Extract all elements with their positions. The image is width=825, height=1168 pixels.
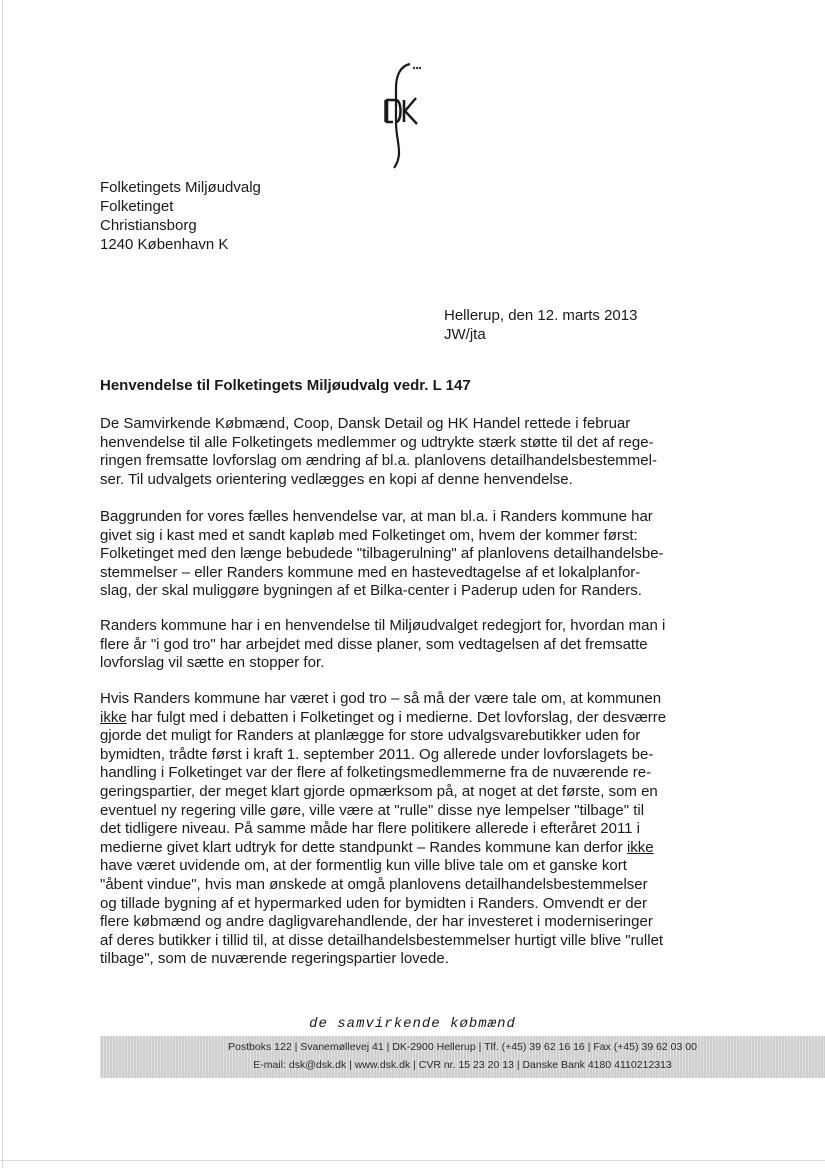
text-line: ser. Til udvalgets orientering vedlægges en kopi af denne henvendelse.	[100, 470, 573, 488]
recipient-line: Folketingets Miljøudvalg	[100, 179, 261, 196]
text-line: henvendelse til alle Folketingets medlemmer og udtrykte stærk støtte til det af rege-	[100, 433, 654, 451]
dsk-logo	[380, 60, 428, 172]
text-line: geringspartier, der meget klart gjorde opmærksom på, at noget at det første, som en	[100, 782, 658, 800]
text-line: flere år "i god tro" har arbejdet med disse planer, som vedtagelsen af det fremsatte	[100, 635, 648, 653]
paragraph-4	[100, 690, 705, 969]
footer-address-line: Postboks 122 | Svanemøllevej 41 | DK-2900 Hellerup | Tlf. (+45) 39 62 16 16 | Fax (+45) 39 62 03 00	[228, 1041, 697, 1053]
date-block	[444, 306, 637, 344]
text-line: tilbage", som de nuværende regeringspartier lovede.	[100, 950, 449, 968]
text-line: Hvis Randers kommune har været i god tro – så må der være tale om, at kommunen	[100, 690, 662, 707]
text-fragment: medierne givet klart udtryk for dette standpunkt – Randes kommune kan derfor	[100, 838, 627, 856]
text-line: "åbent vindue", hvis man ønskede at omgå planlovens detailhandelsbestemmelser	[100, 875, 648, 893]
recipient-line: Christiansborg	[100, 217, 197, 234]
scan-edge-bottom	[0, 1160, 825, 1161]
paragraph-3	[100, 617, 705, 673]
text-line	[100, 839, 705, 858]
text-line: af deres butikker i tillid til, at disse detailhandelsbestemmelser hurtigt ville blive "rullet	[100, 931, 664, 949]
text-line: flere købmænd og andre dagligvarehandlende, der har investeret i moderniseringer	[100, 913, 653, 931]
text-line: Randers kommune har i en henvendelse til Miljøudvalget redegjort for, hvordan man i	[100, 617, 666, 634]
recipient-address	[100, 178, 261, 254]
paragraph-2	[100, 508, 705, 601]
footer-contact-band	[100, 1036, 825, 1078]
text-line: Baggrunden for vores fælles henvendelse var, at man bl.a. i Randers kommune har	[100, 508, 653, 525]
paragraph-1	[100, 415, 705, 489]
text-line: De Samvirkende Købmænd, Coop, Dansk Detail og HK Handel rettede i februar	[100, 415, 631, 432]
footer-contact-line: E-mail: dsk@dsk.dk | www.dsk.dk | CVR nr. 15 23 20 13 | Danske Bank 4180 4110212313	[253, 1059, 672, 1071]
recipient-line: Folketinget	[100, 198, 174, 215]
text-line: bymidten, trådte først i kraft 1. september 2011. Og allerede under lovforslagets be-	[100, 745, 654, 763]
footer-org-name: de samvirkende købmænd	[309, 1016, 516, 1032]
text-line: gjorde det muligt for Randers at planlægge for store udvalgsvarebutikker uden for	[100, 727, 641, 745]
subject-line: Henvendelse til Folketingets Miljøudvalg vedr. L 147	[100, 377, 471, 394]
text-line: eventuel ny regering ville gøre, ville være at "rulle" disse nye lempelser "tilbage" til	[100, 801, 645, 819]
text-line: givet sig i kast med et sandt kapløb med Folketinget om, hvem der kommer først:	[100, 526, 638, 544]
text-line: Folketinget med den længe bebudede "tilbagerulning" af planlovens detailhandelsbe-	[100, 545, 664, 563]
underlined-word: ikke	[100, 708, 127, 726]
text-line	[100, 709, 705, 728]
text-line: handling i Folketinget var der flere af folketingsmedlemmerne fra de nuværende re-	[100, 764, 652, 782]
place-date: Hellerup, den 12. marts 2013	[444, 307, 638, 324]
text-line: have været uvidende om, at der formentlig kun ville blive tale om et ganske kort	[100, 857, 627, 875]
text-line: stemmelser – eller Randers kommune med en hastevedtagelse af et lokalplanfor-	[100, 563, 641, 581]
text-fragment: har fulgt med i debatten i Folketinget og i medierne. Det lovforslag, der desværre	[126, 708, 667, 726]
scan-edge-left	[2, 0, 3, 1168]
text-line: slag, der skal muliggøre bygningen af et Bilka-center i Paderup uden for Randers.	[100, 582, 642, 600]
text-line: det tidligere niveau. På samme måde har flere politikere allerede i efteråret 2011 i	[100, 820, 641, 838]
text-line: ringen fremsatte lovforslag om ændring af bl.a. planlovens detailhandelsbestemmel-	[100, 452, 657, 470]
reference: JW/jta	[444, 326, 486, 343]
recipient-line: 1240 København K	[100, 236, 229, 253]
text-line: lovforslag vil sætte en stopper for.	[100, 654, 325, 672]
text-line: og tillade bygning af et hypermarked uden for bymidten i Randers. Omvendt er der	[100, 894, 647, 912]
underlined-word: ikke	[626, 838, 654, 856]
